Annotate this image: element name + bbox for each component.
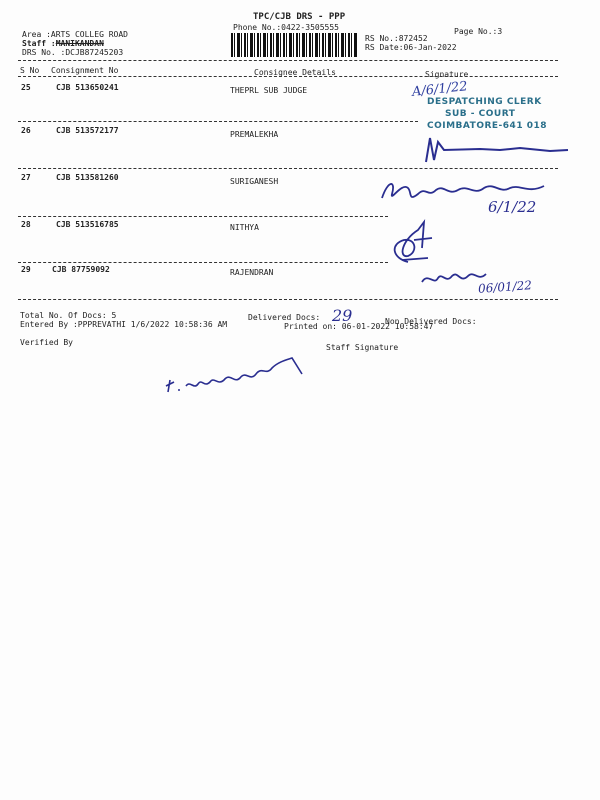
entered-by: Entered By :PPPREVATHI 1/6/2022 10:58:36 AM: [20, 320, 228, 329]
handwritten-date: 6/1/22: [488, 198, 537, 216]
divider: [18, 262, 388, 263]
row-consignee: NITHYA: [230, 223, 259, 232]
staff: [22, 39, 104, 48]
divider: [18, 216, 388, 217]
signature-mark: [420, 132, 570, 172]
delivered-count: 29: [332, 306, 353, 325]
drs-number: DRS No. :DCJB87245203: [22, 48, 124, 57]
page-number: Page No.:3: [454, 27, 503, 36]
row-consignee: SURIGANESH: [230, 177, 279, 186]
divider: [18, 121, 418, 122]
row-consignee: RAJENDRAN: [230, 268, 274, 277]
col-signature: Signature: [425, 70, 469, 79]
stamp-line: COIMBATORE-641 018: [427, 121, 547, 131]
row-consignment: CJB 513572177: [56, 126, 119, 135]
divider: [18, 60, 558, 61]
divider: [18, 76, 558, 77]
staff-signature-mark: [160, 350, 310, 398]
row-sno: 27: [21, 173, 31, 182]
row-sno: 25: [21, 83, 31, 92]
col-sno: S No: [20, 66, 40, 75]
row-consignee: THEPRL SUB JUDGE: [230, 86, 308, 95]
staff-label: Staff :: [22, 39, 56, 48]
rs-date: RS Date:06-Jan-2022: [365, 43, 457, 52]
row-consignment: CJB 513650241: [56, 83, 119, 92]
signature-mark: [388, 218, 438, 266]
document-title: TPC/CJB DRS - PPP: [253, 12, 346, 22]
phone-number: Phone No.:0422-3505555: [233, 23, 339, 32]
handwritten-date: 06/01/22: [477, 278, 533, 296]
non-delivered-docs: Non Delivered Docs:: [385, 317, 477, 326]
area: Area :ARTS COLLEG ROAD: [22, 30, 128, 39]
delivered-docs: Delivered Docs:: [248, 313, 321, 322]
rs-number: RS No.:872452: [365, 34, 428, 43]
row-sno: 28: [21, 220, 31, 229]
row-sno: 26: [21, 126, 31, 135]
row-consignment: CJB 87759092: [52, 265, 110, 274]
row-sno: 29: [21, 265, 31, 274]
col-consignee: Consignee Details: [254, 68, 336, 77]
row-consignment: CJB 513516785: [56, 220, 119, 229]
stamp-line: SUB - COURT: [445, 109, 516, 119]
total-docs: Total No. Of Docs: 5: [20, 311, 117, 320]
row-consignment: CJB 513581260: [56, 173, 119, 182]
verified-by: Verified By: [20, 338, 73, 347]
divider: [18, 168, 558, 169]
row-consignee: PREMALEKHA: [230, 130, 279, 139]
staff-signature-label: Staff Signature: [326, 343, 399, 352]
staff-name: MANIKANDAN: [55, 39, 104, 48]
divider: [18, 299, 558, 300]
stamp-line: DESPATCHING CLERK: [427, 97, 542, 107]
barcode: [231, 33, 357, 57]
handwritten-date: A/6/1/22: [411, 79, 469, 100]
col-consignment: Consignment No: [51, 66, 119, 75]
printed-on: Printed on: 06-01-2022 10:58:47: [284, 322, 434, 331]
